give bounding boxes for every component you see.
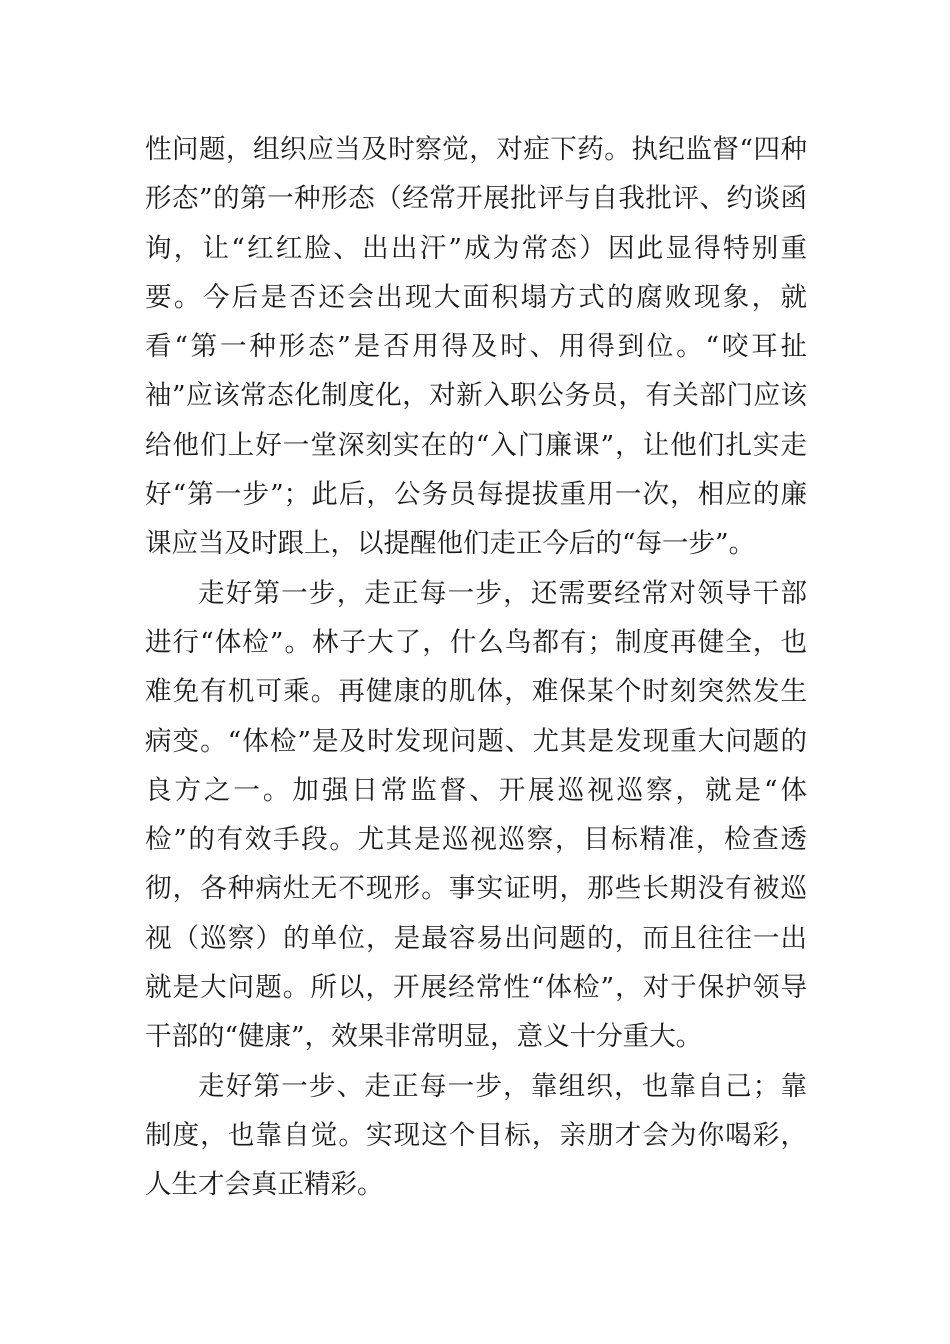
- document-body: [145, 125, 807, 1210]
- paragraph-physical-exam: 走好第一步，走正每一步，还需要经常对领导干部进行“体检”。林子大了，什么鸟都有；制度再健全，也难免有机可乘。再健康的肌体，难保某个时刻突然发生病变。“体检”是及时发现问题、尤其是发现重大问题的良方之一。加强日常监督、开展巡视巡察，就是“体检”的有效手段。尤其是巡视巡察，目标精准，检查透彻，各种病灶无不现形。事实证明，那些长期没有被巡视（巡察）的单位，是最容易出问题的，而且往往一出就是大问题。所以，开展经常性“体检”，对于保护领导干部的“健康”，效果非常明显，意义十分重大。: [145, 577, 807, 1053]
- paragraph-conclusion: 走好第一步、走正每一步，靠组织，也靠自己；靠制度，也靠自觉。实现这个目标，亲朋才会为你喝彩，人生才会真正精彩。: [145, 1070, 807, 1201]
- paragraph-continued: 性问题，组织应当及时察觉，对症下药。执纪监督“四种形态”的第一种形态（经常开展批评与自我批评、约谈函询，让“红红脸、出出汗”成为常态）因此显得特别重要。今后是否还会出现大面积塌方式的腐败现象，就看“第一种形态”是否用得及时、用得到位。“咬耳扯袖”应该常态化制度化，对新入职公务员，有关部门应该给他们上好一堂深刻实在的“入门廉课”，让他们扎实走好“第一步”；此后，公务员每提拔重用一次，相应的廉课应当及时跟上，以提醒他们走正今后的“每一步”。: [145, 134, 807, 560]
